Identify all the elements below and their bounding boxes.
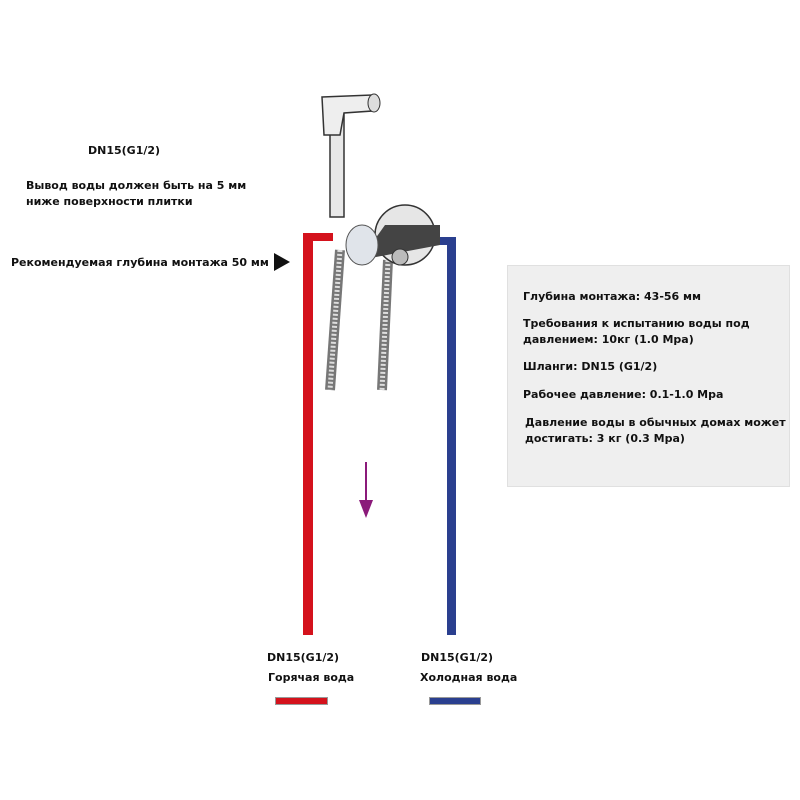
hot-water-swatch (275, 697, 328, 705)
spec-hoses: Шланги: DN15 (G1/2) (523, 360, 658, 373)
hot-water-label: Горячая вода (268, 671, 355, 684)
outlet-note-line2: ниже поверхности плитки (26, 195, 193, 208)
spec-depth: Глубина монтажа: 43-56 мм (523, 290, 702, 303)
spec-home-line2: достигать: 3 кг (0.3 Mpa) (525, 432, 685, 445)
hygienic-shower-mixer-image (300, 85, 450, 400)
outlet-note-line1: Вывод воды должен быть на 5 мм (26, 179, 247, 192)
cold-size-label: DN15(G1/2) (421, 651, 494, 664)
pointer-arrow-icon (274, 253, 290, 271)
flow-direction-arrow-icon (358, 462, 374, 520)
spec-test-line1: Требования к испытанию воды под (523, 317, 750, 330)
specifications-panel (507, 265, 790, 487)
depth-note: Рекомендуемая глубина монтажа 50 мм (11, 256, 269, 269)
spec-home-line1: Давление воды в обычных домах может (525, 416, 786, 429)
hot-size-label: DN15(G1/2) (267, 651, 340, 664)
cold-water-swatch (429, 697, 481, 705)
size-label-top: DN15(G1/2) (88, 144, 161, 157)
cold-water-label: Холодная вода (420, 671, 518, 684)
spec-working-pressure: Рабочее давление: 0.1-1.0 Mpa (523, 388, 724, 401)
spec-test-line2: давлением: 10кг (1.0 Mpa) (523, 333, 694, 346)
